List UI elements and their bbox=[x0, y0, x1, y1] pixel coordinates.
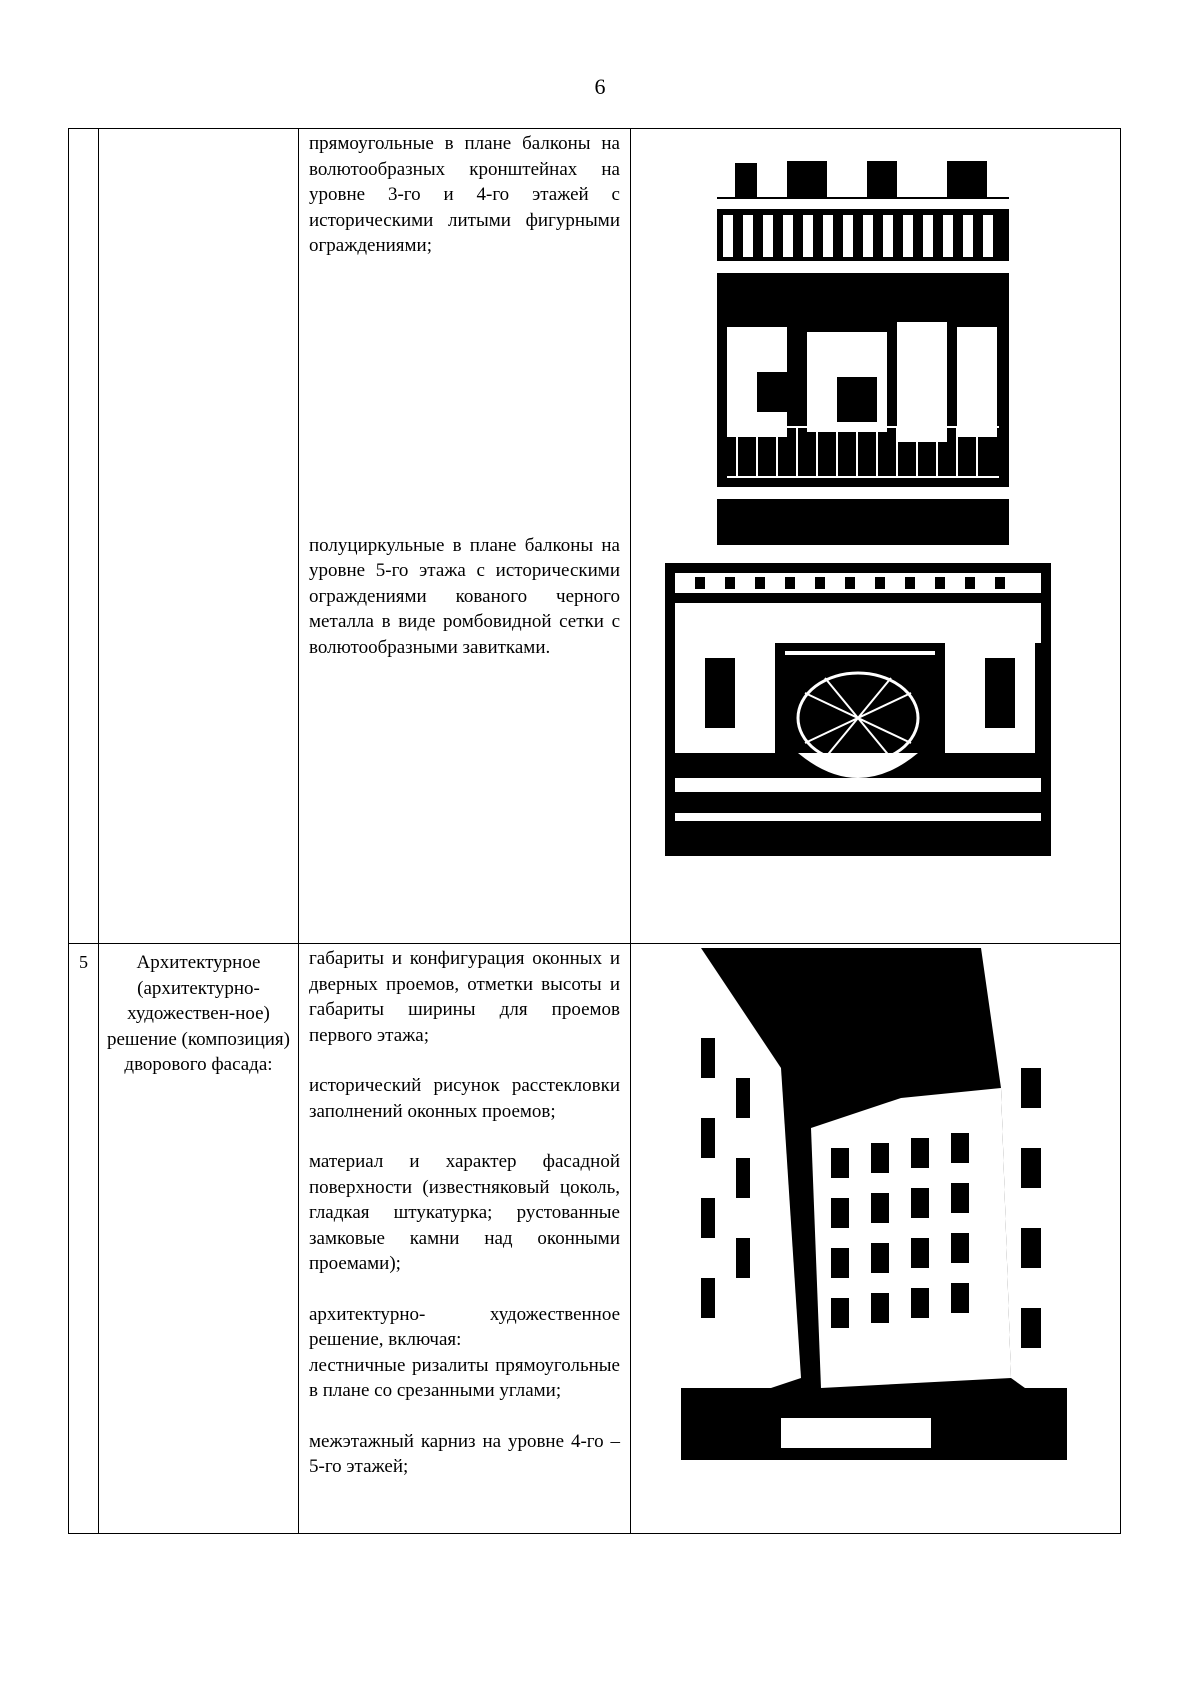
features-table bbox=[68, 128, 1121, 1534]
description-item: исторический рисунок расстекловки заполнений оконных проемов; bbox=[309, 1075, 620, 1122]
row-description bbox=[299, 944, 631, 1534]
balcony-photo-rectangular bbox=[717, 157, 1009, 545]
row-number bbox=[69, 129, 99, 944]
table-row bbox=[69, 129, 1121, 944]
photo-cell bbox=[631, 129, 1121, 944]
row-number: 5 bbox=[69, 944, 99, 1534]
description-item: габариты и конфигурация оконных и дверных проемов, отметки высоты и габариты ширины для проемов первого этажа; bbox=[309, 948, 620, 1046]
row-subject bbox=[99, 129, 299, 944]
photo-cell bbox=[631, 944, 1121, 1534]
page-number: 6 bbox=[594, 74, 606, 99]
description-item: лестничные ризалиты прямоугольные в плане со срезанными углами; bbox=[309, 1354, 620, 1401]
description-item: прямоугольные в плане балконы на волютообразных кронштейнах на уровне 3-го и 4-го этажей с историческими литыми фигурными ограждениями; bbox=[309, 133, 620, 256]
description-item: межэтажный карниз на уровне 4-го – 5-го этажей; bbox=[309, 1430, 620, 1477]
balcony-photo-semicircular bbox=[665, 563, 1051, 856]
row-description bbox=[299, 129, 631, 944]
description-item: архитектурно- художественное решение, включая: bbox=[309, 1303, 620, 1350]
description-item: полуциркульные в плане балконы на уровне 5-го этажа с историческими ограждениями кованого черного металла в виде ромбовидной сетки с волютообразными завитками. bbox=[309, 534, 620, 658]
table-row bbox=[69, 944, 1121, 1534]
row-subject: Архитектурное (архитектурно-художествен-ное) решение (композиция) дворового фасада: bbox=[99, 944, 299, 1534]
description-item: материал и характер фасадной поверхности (известняковый цоколь, гладкая штукатурка; рустованные замковые камни над оконными проемами); bbox=[309, 1151, 620, 1274]
courtyard-photo bbox=[681, 948, 1067, 1460]
